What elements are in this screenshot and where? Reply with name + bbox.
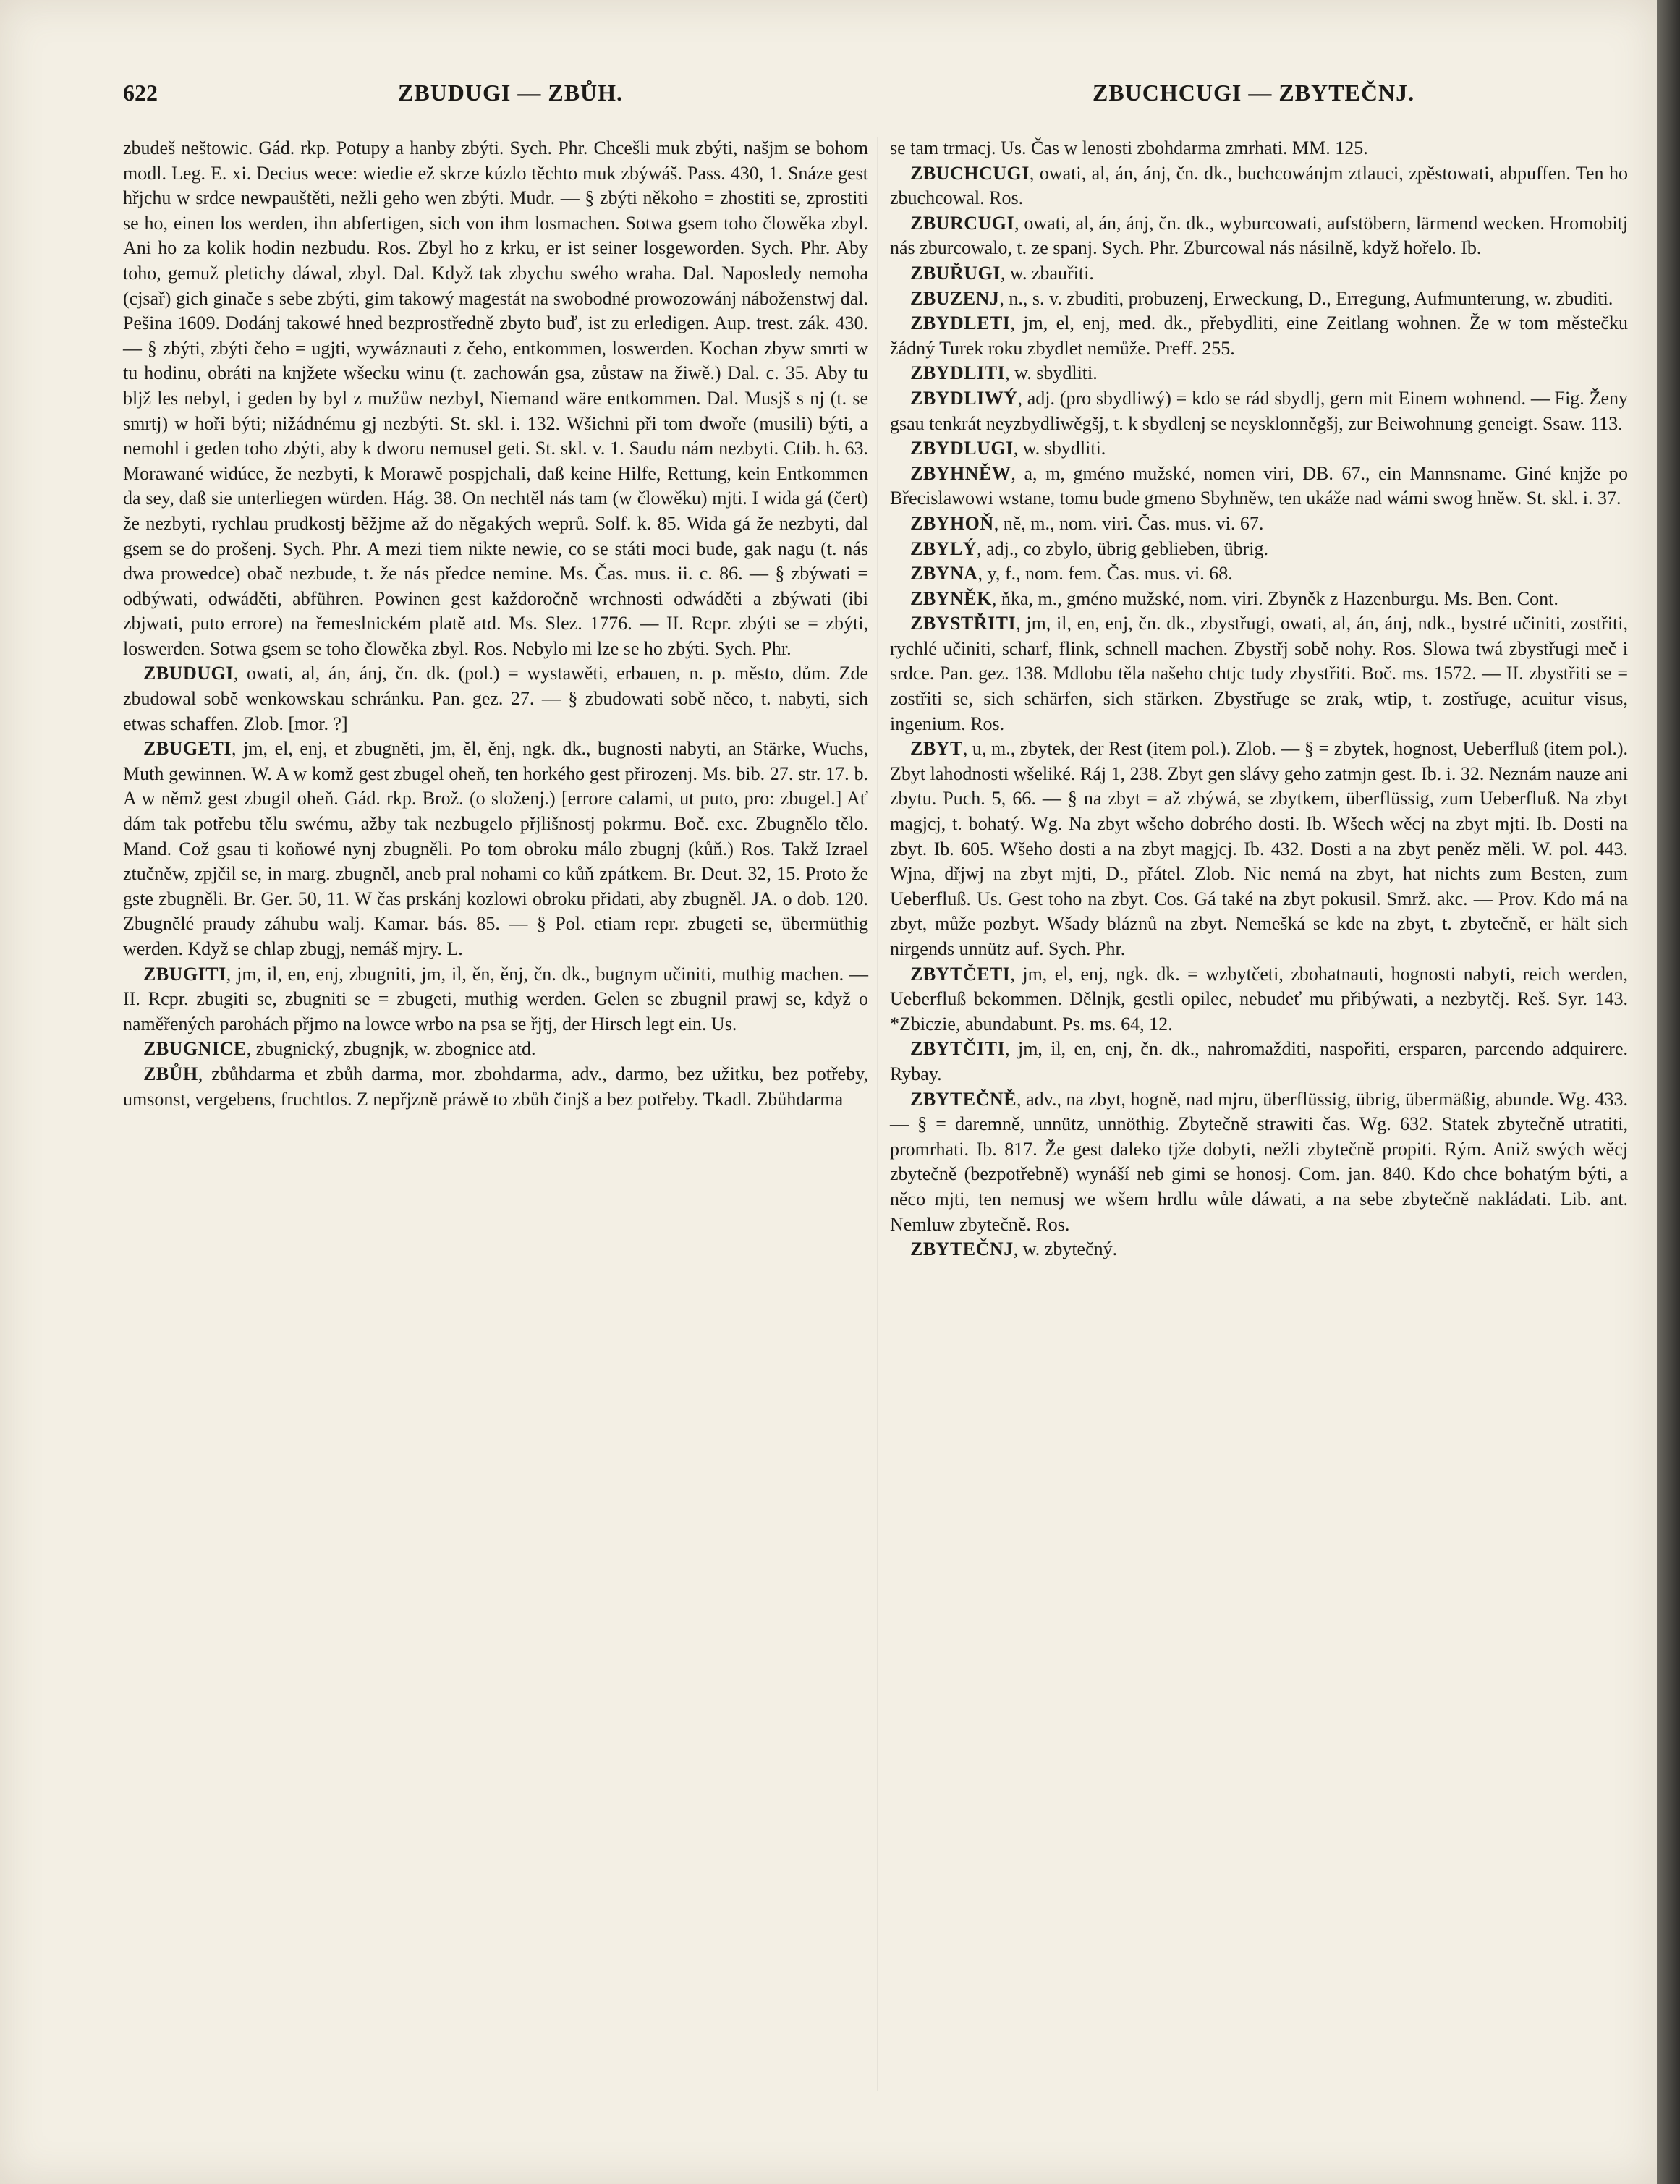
headword: ZBŮH [143, 1063, 198, 1084]
dictionary-entry: ZBYTČETI, jm, el, enj, ngk. dk. = wzbytčeti, zbohatnauti, hognosti nabyti, reich werden, Ueberfluß bekommen. Dělnjk, gestli opilec, nebudeť mu přibýwati, a nezbytčj. Reš. Syr. 143. *Zbiczie, abundabunt. Ps. ms. 64, 12. [890, 963, 1628, 1034]
headword: ZBYNĚK [910, 587, 992, 609]
left-column [123, 136, 868, 1112]
headword: ZBUGETI [143, 738, 232, 760]
dictionary-entry: ZBUCHCUGI, owati, al, án, ánj, čn. dk., buchcowánjm ztlauci, zpěstowati, abpuffen. Ten ho zbuchcowal. Ros. [890, 162, 1628, 209]
dictionary-entry: ZBUZENJ, n., s. v. zbuditi, probuzenj, Erweckung, D., Erregung, Aufmunterung, w. zbuditi. [910, 287, 1613, 309]
dictionary-entry: ZBŮH, zbůhdarma et zbůh darma, mor. zbohdarma, adv., darmo, bez užitku, bez potřeby, umsonst, vergebens, fruchtlos. Z nepřjzně práwě to zbůh činjš a bez potřeby. Tkadl. Zbůhdarma [123, 1063, 868, 1110]
headword: ZBYTEČNJ [910, 1238, 1014, 1260]
dictionary-entry: ZBYT, u, m., zbytek, der Rest (item pol.). Zlob. — § = zbytek, hognost, Ueberfluß (item pol.). Zbyt lahodnosti wšeliké. Ráj 1, 238. Zbyt gen slávy geho zatmjn gest. Ib. i. 32. Neznám nauze ani zbytu. Puch. 5, 66. — § na zbyt = až zbýwá, se zbytkem, überflüssig, zum Ueberfluß. Na zbyt magjcj, t. bohatý. Wg. Na zbyt wšeho dobrého dosti. Ib. Wšech wěcj na zbyt mjti. Ib. Dosti na zbyt. Ib. 605. Wšeho dosti a na zbyt magjcj. Ib. 432. Dosti a na zbyt peněz měli. W. pol. 443. Wjna, dřjwj na zbyt mjti, D., přátel. Zlob. Nic nemá na zbyt, hat nichts zum Besten, zum Ueberfluß. Us. Gest toho na zbyt. Cos. Gá také na zbyt pokusil. Smrž. akc. — Prov. Kdo má na zbyt, může pozbyt. Wšady bláznů na zbyt. Nemešká se kde na zbyt, t. zbytečně, er hält sich nirgends unnütz auf. Sych. Phr. [890, 738, 1628, 959]
headword: ZBUZENJ [910, 287, 1000, 309]
headword: ZBYNA [910, 563, 978, 585]
headword: ZBYDLIWÝ [910, 387, 1018, 409]
headword: ZBYSTŘITI [910, 613, 1017, 634]
book-edge [1657, 0, 1680, 2184]
headword: ZBURCUGI [910, 212, 1015, 234]
headword: ZBUGNICE [143, 1038, 247, 1060]
dictionary-entry: se tam trmacj. Us. Čas w lenosti zbohdarma zmrhati. MM. 125. [890, 137, 1368, 158]
headword: ZBYDLITI [910, 362, 1006, 384]
headword: ZBYDLUGI [910, 438, 1014, 459]
dictionary-entry: ZBYDLUGI, w. sbydliti. [910, 438, 1106, 459]
left-running-title: ZBUDUGI — ZBŮH. [398, 80, 624, 106]
headword: ZBUCHCUGI [910, 162, 1030, 184]
dictionary-entry: ZBYTEČNĚ, adv., na zbyt, hogně, nad mjru, überflüssig, übrig, übermäßig, abunde. Wg. 433. — § = daremně, unnütz, unnöthig. Zbytečně strawiti čas. Wg. 632. Statek zbytečně utratiti, promrhati. Ib. 817. Že gest daleko tjže dobyti, nežli zbytečně propiti. Rým. Aniž swých wěcj zbytečně (bezpotřebně) wynáší neb gimi se honosj. Com. jan. 840. Kdo chce bohatým býti, a něco mjti, ten nemusj we wšem hrdlu wůle dáwati, a na sebe zbytečně nakládati. Lib. ant. Nemluw zbytečně. Ros. [890, 1088, 1628, 1235]
column-gutter [877, 137, 878, 2091]
headword: ZBYHNĚW [910, 462, 1011, 484]
headword: ZBYDLETI [910, 313, 1011, 334]
headword: ZBYT [910, 738, 963, 760]
right-column [890, 136, 1628, 1262]
dictionary-entry: ZBYDLIWÝ, adj. (pro sbydliwý) = kdo se rád sbydlj, gern mit Einem wohnend. — Fig. Ženy gsau tenkrát neyzbydliwěgšj, t. k sbydlenj se neysklonněgšj, zur Beiwohnung geneigt. Ssaw. 113. [890, 387, 1628, 434]
dictionary-entry: ZBUGITI, jm, il, en, enj, zbugniti, jm, il, ěn, ěnj, čn. dk., bugnym učiniti, muthig machen. — II. Rcpr. zbugiti se, zbugniti se = zbugeti, muthig werden. Gelen se zbugnil prawj se, když o naměřených parohách přjmo na lowce wrbo na psa se řjtj, der Hirsch legt ein. Us. [123, 963, 868, 1034]
dictionary-entry: ZBUDUGI, owati, al, án, ánj, čn. dk. (pol.) = wystawěti, erbauen, n. p. město, dům. Zde zbudowal sobě wenkowskau schránku. Pan. gez. 27. — § zbudowati sobě něco, t. nabyti, sich etwas schaffen. Zlob. [mor. ?] [123, 663, 868, 734]
right-running-title: ZBUCHCUGI — ZBYTEČNJ. [1093, 80, 1415, 106]
headword: ZBYTEČNĚ [910, 1088, 1017, 1110]
headword: ZBUGITI [143, 963, 226, 985]
dictionary-entry: ZBYNĚK, ňka, m., gméno mužské, nom. viri. Zbyněk z Hazenburgu. Ms. Ben. Cont. [910, 587, 1558, 609]
headword: ZBYTČITI [910, 1038, 1006, 1060]
dictionary-entry: zbudeš neštowic. Gád. rkp. Potupy a hanby zbýti. Sych. Phr. Chcešli muk zbýti, našjm se bohom modl. Leg. E. xi. Decius wece: wiedie ež skrze kúzlo těchto muk zbýwáš. Pass. 430, 1. Snáze gest hřjchu w srdce newpauštěti, nežli geho wen zbýti. Mudr. — § zbýti někoho = zhostiti se, zprostiti se ho, einen los werden, ihn abfertigen, sich von ihm losmachen. Sotwa gsem toho člowěka zbyl. Ani ho za kolik hodin nezbudu. Ros. Zbyl ho z krku, er ist seiner losgeworden. Sych. Phr. Aby toho, gemuž pletichy dáwal, zbyl. Dal. Když tak zbychu swého wraha. Dal. Naposledy nemoha (cjsař) gich ginače s sebe zbýti, gim takowý magestát na swobodné prowozowánj náboženstwj dal. Pešina 1609. Dodánj takowé hned bezprostředně zbyto buď, ist zu erledigen. Aup. trest. zák. 430. — § zbýti, zbýti čeho = ugjti, wywáznauti z čeho, entkommen, loswerden. Kochan zbyw smrti w tu hodinu, obráti na knjžete wšecku winu (t. zachowán gsa, zůstaw na žiwě.) Dal. c. 35. Aby tu bljž les nebyl, i geden by byl z mužůw nezbyl, Niemand wäre entkommen. Dal. Musjš s nj (t. se smrtj) w hoři býti; nižádnému gj nezbýti. St. skl. i. 132. Wšichni při tom dwoře (musili) býti, a nemohl i geden toho zbýti, aby k dworu nemusel geti. St. skl. v. 1. Saudu nám nezbyti. Ctib. h. 63. Morawané widúce, že nezbyti, k Morawě pospjchali, daß keine Hilfe, Rettung, kein Entkommen da sey, daß sie unterliegen würden. Hág. 38. On nechtěl nás tam (w člowěku) mjti. I wida gá (čert) že nezbyti, rychlau prudkostj běžjme až do něgakých weprů. Solf. k. 85. Wida gá že nezbyti, dal gsem se do prošenj. Sych. Phr. A mezi tiem nikte newie, co se státi moci bude, gak nagu (t. nás dwa prowedce) obač nezbude, t. že nás předce nemine. Ms. Čas. mus. ii. c. 86. — § zbýwati = odbýwati, odwáděti, abführen. Powinen gest každoročně wrchnosti odwáděti a zbýwati (ibi zbjwati, puto errore) na řemeslnickém platě atd. Ms. Slez. 1776. — II. Rcpr. zbýti se = zbýti, loswerden. Sotwa gsem se toho člowěka zbyl. Ros. Nebylo mi lze se ho zbýti. Sych. Phr. [123, 137, 868, 659]
dictionary-entry: ZBYSTŘITI, jm, il, en, enj, čn. dk., zbystřugi, owati, al, án, ánj, ndk., bystré učiniti, zostřiti, rychlé učiniti, scharf, flink, schnell machen. Zbystřj sobě nohy. Ros. Slowa twá zbystřugi meč i srdce. Pan. gez. 138. Mdlobu těla našeho chtjc tudy zbystřiti. Boč. ms. 1572. — II. zbystřiti se = zostřiti se, sich schärfen, sich stärken. Zbystřuge se zrak, wtip, t. zostřuge, acuitur visus, ingenium. Ros. [890, 613, 1628, 734]
dictionary-entry: ZBYDLITI, w. sbydliti. [910, 362, 1098, 384]
headword: ZBUDUGI [143, 663, 234, 684]
headword: ZBUŘUGI [910, 262, 1001, 284]
dictionary-entry: ZBYLÝ, adj., co zbylo, übrig geblieben, übrig. [910, 537, 1268, 559]
dictionary-entry: ZBYHNĚW, a, m, gméno mužské, nomen viri, DB. 67., ein Mannsname. Giné knjže po Břecislawowi wstane, tomu bude gmeno Sbyhněw, ten ukáže nad wámi swog hněw. St. skl. i. 37. [890, 462, 1628, 509]
page-header [123, 80, 1541, 116]
dictionary-entry: ZBURCUGI, owati, al, án, ánj, čn. dk., wyburcowati, aufstöbern, lärmend wecken. Hromobitj nás zburcowalo, t. ze spanj. Sych. Phr. Zburcowal nás násilně, když hořelo. Ib. [890, 212, 1628, 259]
headword: ZBYHOŇ [910, 512, 994, 534]
dictionary-entry: ZBYNA, y, f., nom. fem. Čas. mus. vi. 68. [910, 563, 1233, 585]
dictionary-entry: ZBUŘUGI, w. zbauřiti. [910, 262, 1094, 284]
headword: ZBYTČETI [910, 963, 1011, 985]
dictionary-entry: ZBYHOŇ, ně, m., nom. viri. Čas. mus. vi. 67. [910, 512, 1264, 534]
dictionary-entry: ZBYTEČNJ, w. zbytečný. [910, 1238, 1118, 1260]
dictionary-entry: ZBYDLETI, jm, el, enj, med. dk., přebydliti, eine Zeitlang wohnen. Že w tom městečku žádný Turek roku zbydlet nemůže. Preff. 255. [890, 313, 1628, 359]
page-number: 622 [123, 80, 158, 106]
dictionary-entry: ZBUGETI, jm, el, enj, et zbugněti, jm, ěl, ěnj, ngk. dk., bugnosti nabyti, an Stärke, Wuchs, Muth gewinnen. W. A w komž gest zbugel oheň, ten horkého gest přirozenj. Ms. bib. 27. str. 17. b. A w němž gest zbugil oheň. Gád. rkp. Brož. (o složenj.) [errore calami, ut puto, pro: zbugel.] Ať dám tak potřebu tělu swému, ažby tak nezbugelo přjlišnostj pokrmu. Boč. exc. Zbugnělo tělo. Mand. Což gsau ti koňowé nynj zbugněli. Po tom obroku málo zbugnj (kůň.) Ros. Takž Izrael ztučněw, zpjčil se, in marg. zbugněl, aneb pral nohami co kůň zpátkem. Br. Deut. 32, 15. Proto že gste zbugněli. Br. Ger. 50, 11. W čas prskánj kozlowi obroku přidati, aby zbugněl. JA. o dob. 120. Zbugnělé praudy záhubu walj. Kamar. bás. 85. — § Pol. etiam repr. zbugeti se, übermüthig werden. Když se chlap zbugj, nemáš mjry. L. [123, 738, 868, 959]
headword: ZBYLÝ [910, 537, 977, 559]
dictionary-entry: ZBUGNICE, zbugnický, zbugnjk, w. zbognice atd. [143, 1038, 536, 1060]
dictionary-entry: ZBYTČITI, jm, il, en, enj, čn. dk., nahromažditi, naspořiti, ersparen, parcendo adquirere. Rybay. [890, 1038, 1628, 1084]
